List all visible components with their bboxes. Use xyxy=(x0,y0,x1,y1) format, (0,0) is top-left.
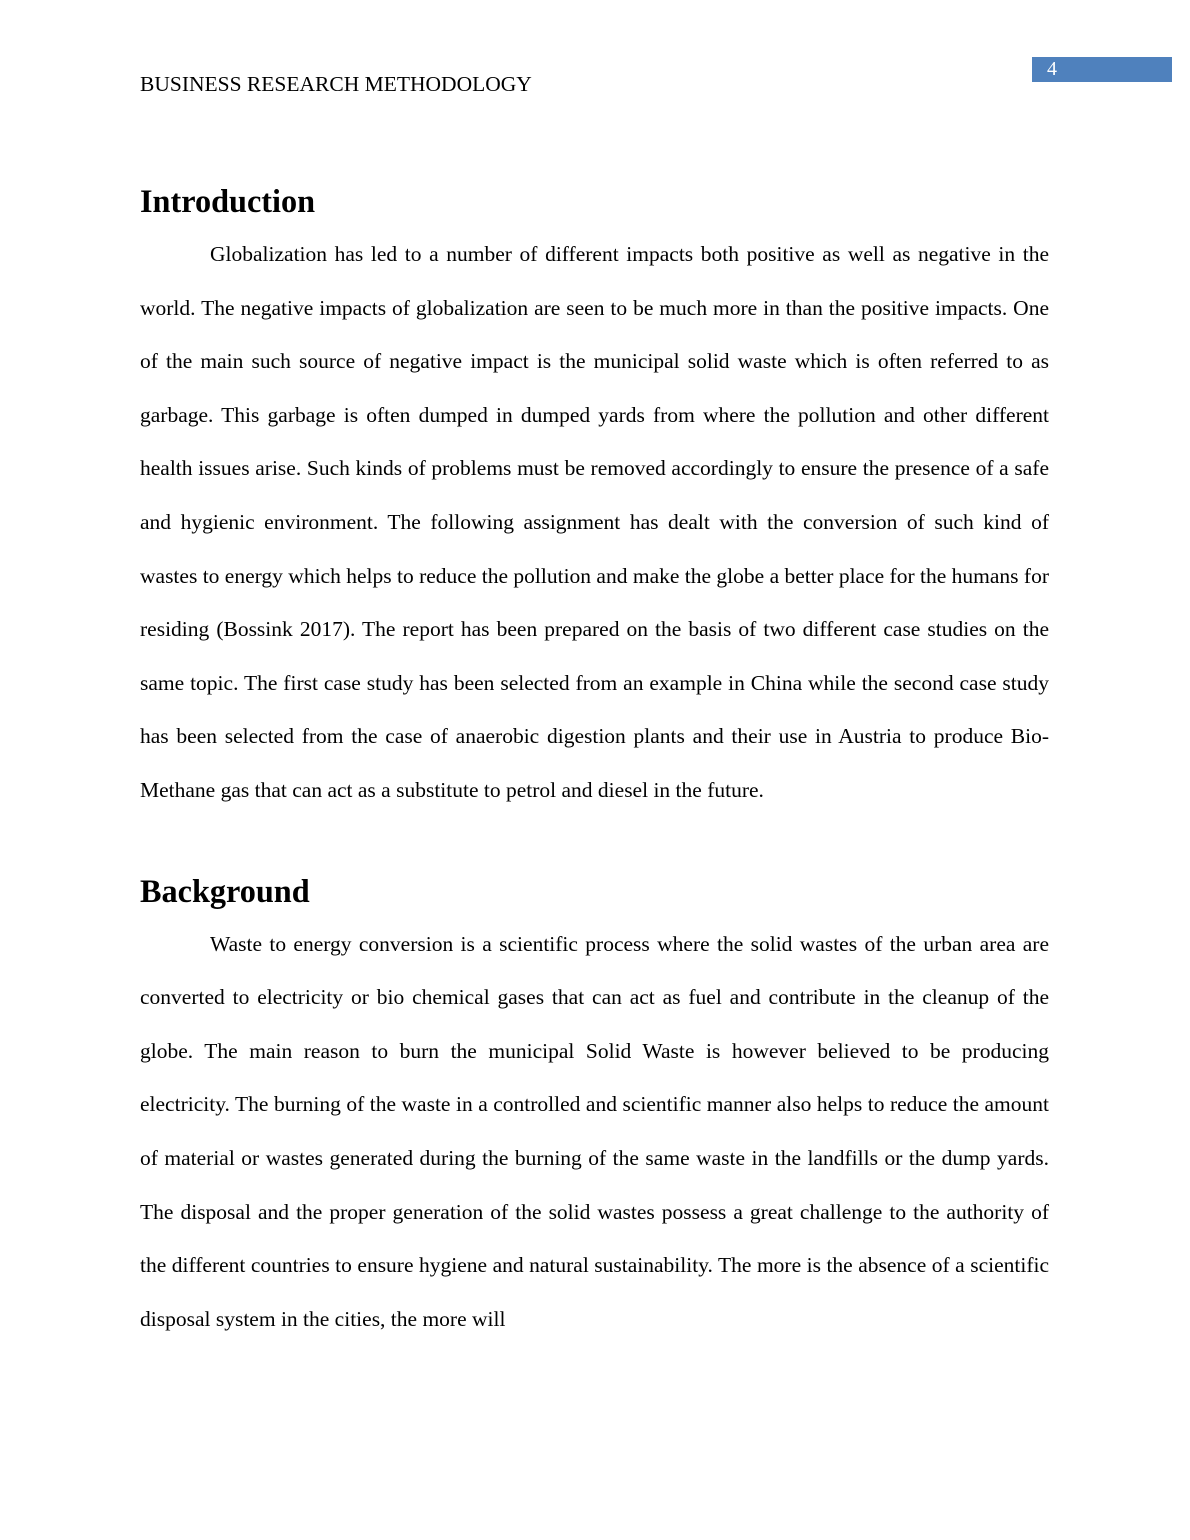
section-spacer xyxy=(140,818,1049,864)
section-heading-introduction: Introduction xyxy=(140,183,316,219)
section-heading-background: Background xyxy=(140,872,310,909)
page-number: 4 xyxy=(1047,58,1057,80)
background-paragraph: Waste to energy conversion is a scientific process where the solid wastes of the urban area are converted to electricity or bio chemical gases that can act as fuel and contribute in the cleanup of the globe. The main reason to burn the municipal Solid Waste is however believed to be producing electricity. The burning of the waste in a controlled and scientific manner also helps to reduce the amount of material or wastes generated during the burning of the same waste in the landfills or the dump yards. The disposal and the proper generation of the solid wastes possess a great challenge to the authority of the different countries to ensure hygiene and natural sustainability. The more is the absence of a scientific disposal system in the cities, the more will xyxy=(140,931,1049,1331)
running-head: BUSINESS RESEARCH METHODOLOGY xyxy=(140,72,532,96)
page-number-bar xyxy=(1032,57,1172,82)
introduction-paragraph: Globalization has led to a number of different impacts both positive as well as negative in the world. The negative impacts of globalization are seen to be much more in than the positive impacts. One of the main such source of negative impact is the municipal solid waste which is often referred to as garbage. This garbage is often dumped in dumped yards from where the pollution and other different health issues arise. Such kinds of problems must be removed accordingly to ensure the presence of a safe and hygienic environment. The following assignment has dealt with the conversion of such kind of wastes to energy which helps to reduce the pollution and make the globe a better place for the humans for residing (Bossink 2017). The report has been prepared on the basis of two different case studies on the same topic. The first case study has been selected from an example in China while the second case study has been selected from the case of anaerobic digestion plants and their use in Austria to produce Bio-Methane gas that can act as a substitute to petrol and diesel in the future. xyxy=(140,242,1049,802)
document-body xyxy=(140,174,1049,1346)
